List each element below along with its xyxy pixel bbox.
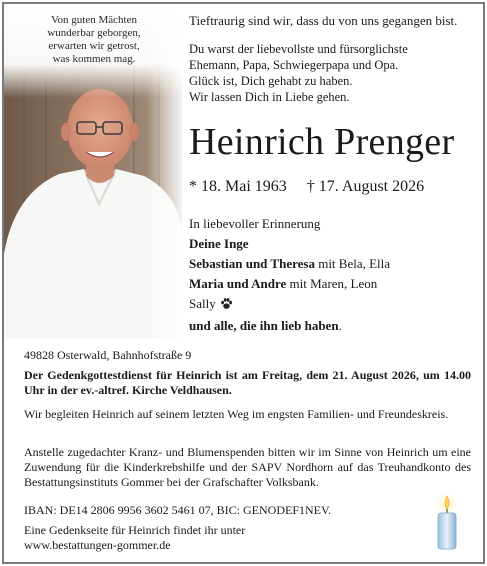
mourner-family-1: Sebastian und Theresa mit Bela, Ella: [189, 256, 391, 271]
bank-details: IBAN: DE14 2806 9956 3602 5461 07, BIC: GENODEF1NEV.: [24, 503, 332, 517]
intro-line: Tieftraurig sind wir, dass du von uns gegangen bist.: [189, 13, 458, 28]
mourners-heading: In liebevoller Erinnerung: [189, 216, 321, 231]
burial-note: Wir begleiten Heinrich auf seinem letzten Weg im engsten Familien- und Freundeskreis.: [24, 407, 449, 421]
memorial-web-link[interactable]: www.bestattungen-gommer.de: [24, 538, 171, 552]
mourner-pet: Sally: [189, 294, 390, 316]
memorial-web: Eine Gedenkseite für Heinrich findet ihr unter www.bestattungen-gommer.de: [24, 523, 246, 552]
portrait-photo: [4, 4, 182, 339]
death-date: † 17. August 2026: [306, 178, 425, 195]
life-dates: [189, 177, 424, 197]
family-address: 49828 Osterwald, Bahnhofstraße 9: [24, 348, 192, 362]
service-info: Der Gedenkgottestdienst für Heinrich ist am Freitag, dem 21. August 2026, um 14.00 Uhr in der ev.-altref. Kirche Veldhausen.: [24, 368, 471, 397]
tribute-poem: Du warst der liebevollste und fürsorglichste Ehemann, Papa, Schwiegerpapa und Opa. Glück ist, Dich gehabt zu haben. Wir lassen Dich in Liebe gehen.: [189, 42, 408, 104]
memorial-quote: Von guten Mächten wunderbar geborgen, erwarten wir getrost, was kommen mag.: [47, 14, 141, 65]
mourners-list: [189, 214, 390, 336]
obituary-card: [2, 2, 485, 564]
paw-icon: [220, 296, 233, 316]
mourner-wife: Deine Inge: [189, 236, 249, 251]
birth-date: * 18. Mai 1963: [189, 178, 287, 195]
donation-request: Anstelle zugedachter Kranz- und Blumenspenden bitten wir im Sinne von Heinrich um eine Zuwendung für die Kinderkrebshilfe und der SAPV Nordhorn auf das Treuhandkonto des Bestattungsinstituts Gommer bei der Grafschafter Volksbank.: [24, 445, 471, 489]
mourner-family-2: Maria und Andre mit Maren, Leon: [189, 276, 378, 291]
deceased-name: Heinrich Prenger: [189, 121, 455, 163]
mourner-all: und alle, die ihn lieb haben.: [189, 318, 342, 333]
candle-icon: [432, 492, 462, 557]
